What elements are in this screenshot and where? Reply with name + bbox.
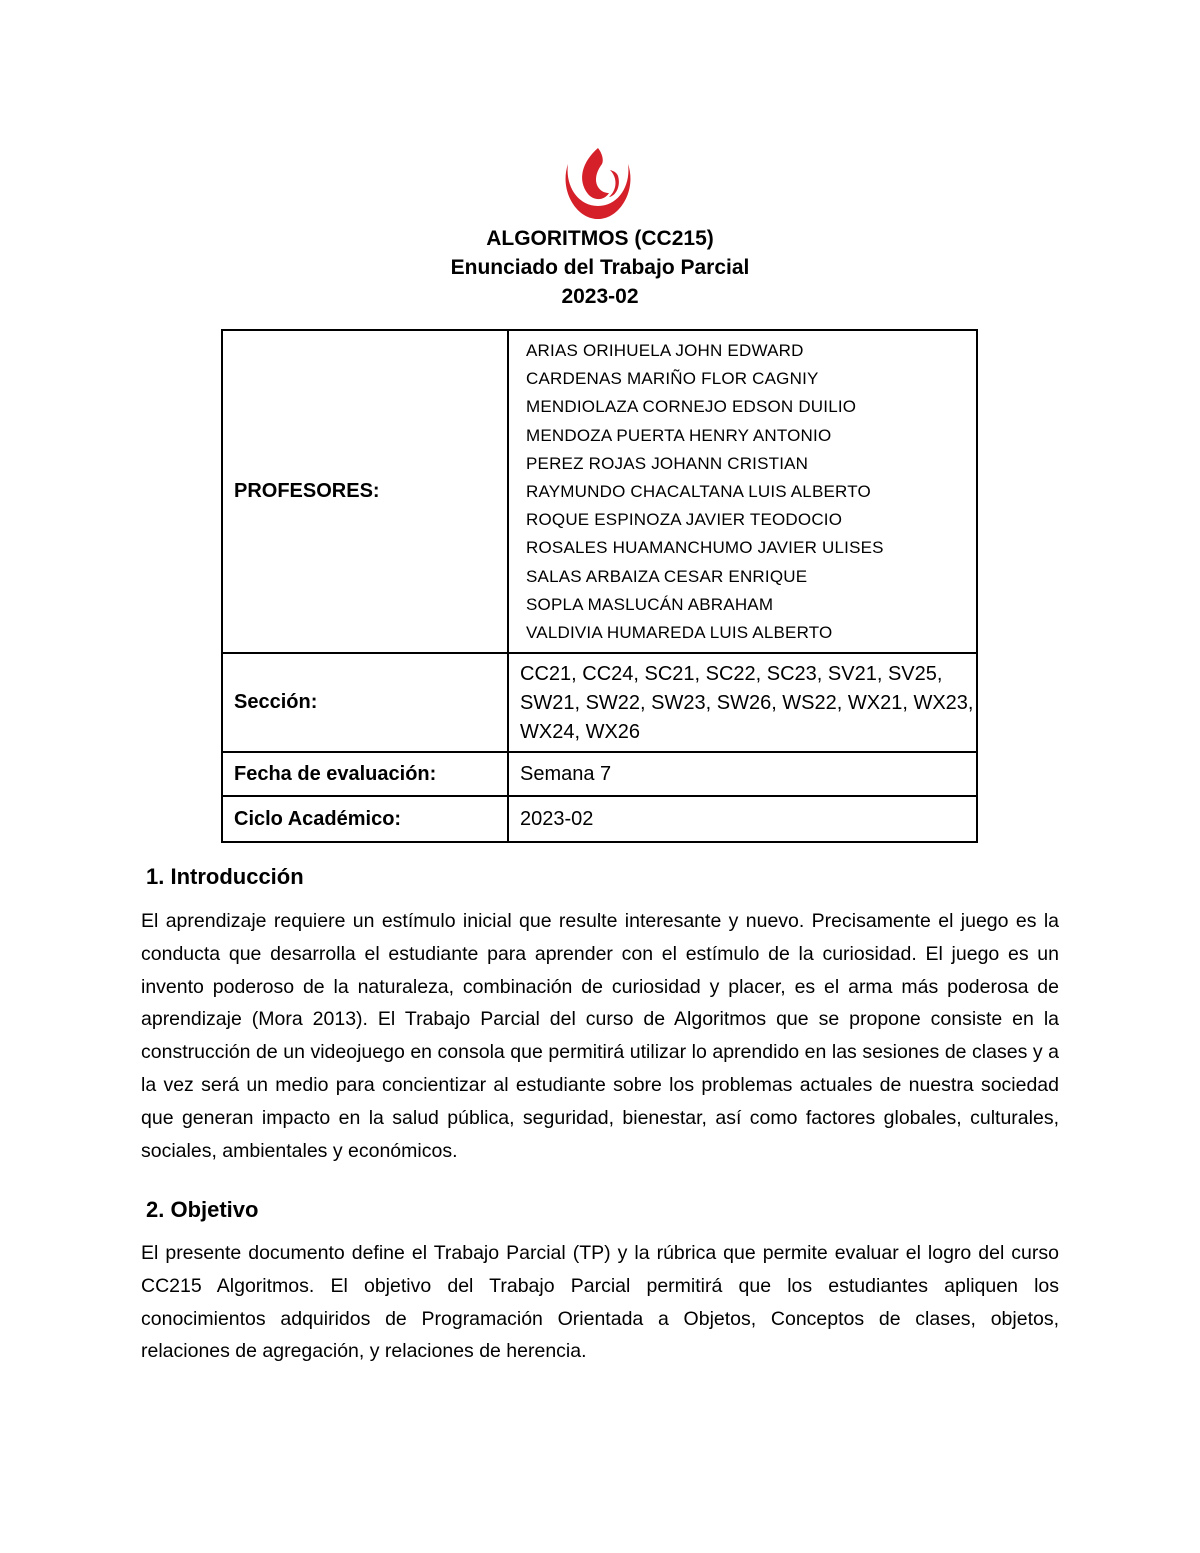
professor-name: RAYMUNDO CHACALTANA LUIS ALBERTO: [526, 482, 871, 502]
section-value: CC21, CC24, SC21, SC22, SC23, SV21, SV25, SW21, SW22, SW23, SW26, WS22, WX21, WX23, WX24, WX26: [508, 653, 977, 752]
introduction-heading: 1. Introducción: [146, 864, 304, 889]
professors-list: [520, 332, 975, 651]
professor-name: ROSALES HUAMANCHUMO JAVIER ULISES: [526, 538, 884, 558]
evaluation-date-label: Fecha de evaluación:: [222, 752, 508, 796]
academic-cycle-label: Ciclo Académico:: [222, 796, 508, 842]
document-title-block: [0, 224, 1200, 311]
introduction-paragraph: El aprendizaje requiere un estímulo inicial que resulte interesante y nuevo. Precisamente el juego es la conducta que desarrolla el estudiante para aprender con el estímulo de la curiosidad. El juego es un invento poderoso de la naturaleza, combinación de curiosidad y placer, es el arma más poderosa de aprendizaje (Mora 2013). El Trabajo Parcial del curso de Algoritmos que se propone consiste en la construcción de un videojuego en consola que permitirá utilizar lo aprendido en las sesiones de clases y a la vez será un medio para concientizar al estudiante sobre los problemas actuales de nuestra sociedad que generan impacto en la salud pública, seguridad, bienestar, así como factores globales, culturales, sociales, ambientales y económicos.: [141, 910, 1059, 1162]
professor-name: ARIAS ORIHUELA JOHN EDWARD: [526, 341, 804, 360]
term-label: 2023-02: [561, 285, 639, 308]
professors-cell: [508, 330, 977, 653]
professor-name: CARDENAS MARIÑO FLOR CAGNIY: [526, 369, 819, 389]
objective-paragraph: El presente documento define el Trabajo Parcial (TP) y la rúbrica que permite evaluar el logro del curso CC215 Algoritmos. El objetivo del Trabajo Parcial permitirá que los estudiantes apliquen los conocimientos adquiridos de Programación Orientada a Objetos, Conceptos de clases, objetos, relaciones de agregación, y relaciones de herencia.: [141, 1242, 1059, 1363]
course-title: ALGORITMOS (CC215): [486, 227, 714, 250]
professor-name: VALDIVIA HUMAREDA LUIS ALBERTO: [526, 623, 833, 643]
document-subtitle: Enunciado del Trabajo Parcial: [450, 256, 750, 279]
professor-name: SOPLA MASLUCÁN ABRAHAM: [526, 594, 774, 614]
university-logo: [558, 146, 638, 222]
academic-cycle-row: [222, 796, 977, 842]
course-info-table: [221, 329, 978, 843]
professor-name: SALAS ARBAIZA CESAR ENRIQUE: [526, 566, 808, 586]
professor-name: MENDIOLAZA CORNEJO EDSON DUILIO: [526, 397, 857, 417]
objective-heading: 2. Objetivo: [146, 1197, 259, 1222]
professors-label: PROFESORES:: [222, 330, 508, 653]
professor-name: PEREZ ROJAS JOHANN CRISTIAN: [526, 453, 809, 473]
professors-row: [222, 330, 977, 653]
professor-name: MENDOZA PUERTA HENRY ANTONIO: [526, 425, 832, 445]
section-label: Sección:: [222, 653, 508, 752]
evaluation-date-row: [222, 752, 977, 796]
section-row: [222, 653, 977, 752]
professor-name: ROQUE ESPINOZA JAVIER TEODOCIO: [526, 510, 843, 530]
academic-cycle-value: 2023-02: [508, 796, 977, 842]
evaluation-date-value: Semana 7: [508, 752, 977, 796]
